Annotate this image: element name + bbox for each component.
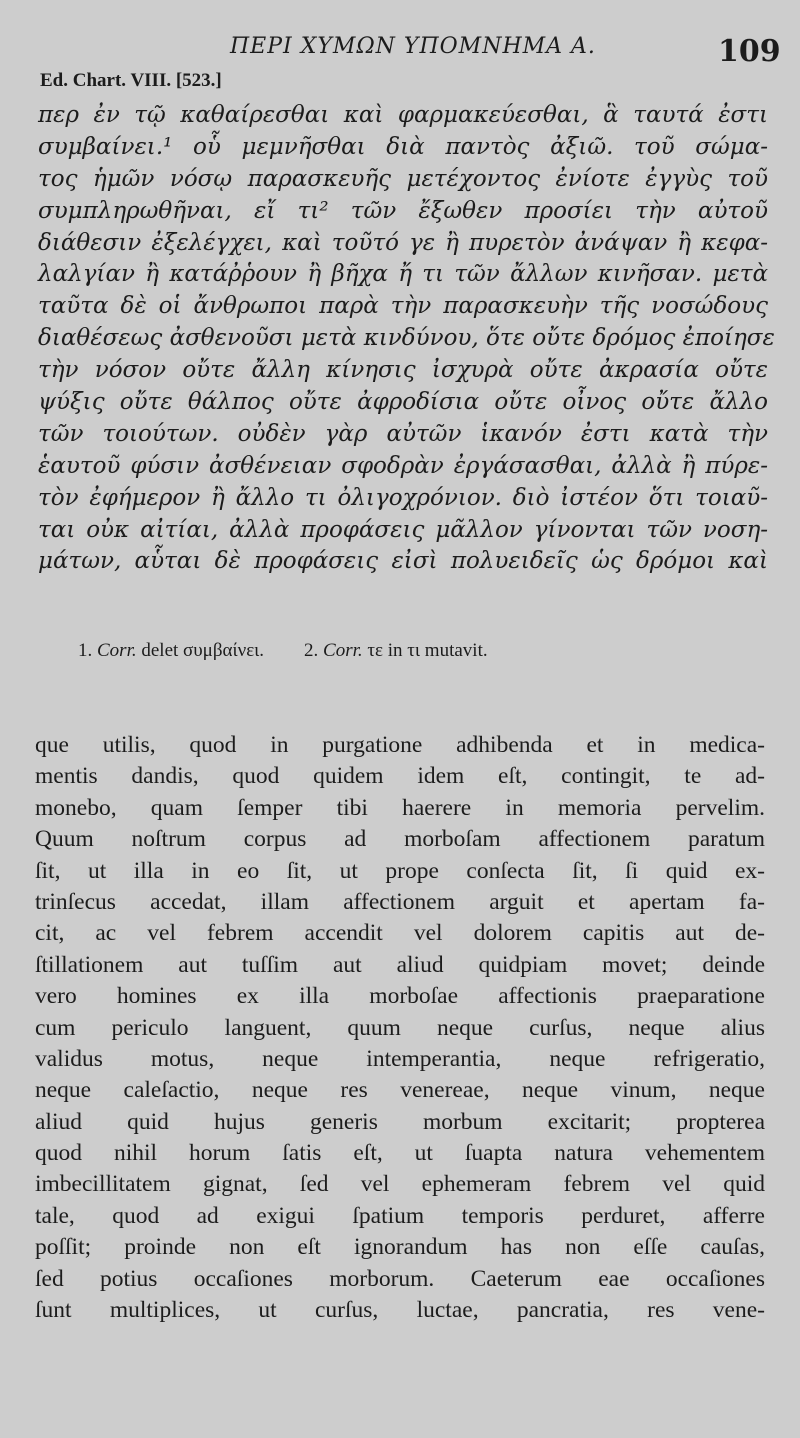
greek-text-line: μάτων, αὗται δὲ προφάσεις εἰσὶ πολυειδεῖς ὡς δρόμοι καὶ (38, 548, 768, 575)
latin-text-line: imbecillitatem gignat, ſed vel ephemeram febrem vel quid (35, 1171, 765, 1198)
greek-text-line: ταῦτα δὲ οἱ ἄνθρωποι παρὰ τὴν παρασκευὴν τῆς νοσώδους (38, 293, 768, 320)
footnote-number: 2. (304, 640, 319, 661)
latin-text-line: vero homines ex illa morboſae affectionis praeparatione (35, 983, 765, 1010)
greek-text-line: διάθεσιν ἐξελέγχει, καὶ τοῦτό γε ἢ πυρετὸν ἀνάψαν ἢ κεφα- (38, 229, 768, 256)
page-number: 109 (718, 34, 781, 69)
greek-text-line: λαλγίαν ἢ κατάῤῥουν ἢ βῆχα ἤ τι τῶν ἄλλων κινῆσαν. μετὰ (38, 261, 768, 288)
latin-text-line: monebo, quam ſemper tibi haerere in memoria pervelim. (35, 794, 765, 821)
latin-text-line: cum periculo languent, quum neque curſus, neque alius (35, 1014, 765, 1041)
latin-text-line: tale, quod ad exigui ſpatium temporis perduret, afferre (35, 1202, 765, 1229)
greek-text-line: διαθέσεως ἀσθενοῦσι μετὰ κινδύνου, ὅτε οὔτε δρόμος ἐποίησε (38, 325, 775, 352)
footnote-text: τε in τι mutavit. (367, 640, 488, 661)
greek-text-line: ἑαυτοῦ φύσιν ἀσθένειαν σφοδρὰν ἐργάσασθαι, ἀλλὰ ἢ πύρε- (38, 452, 768, 479)
greek-text-line: τὸν ἐφήμερον ἢ ἄλλο τι ὀλιγοχρόνιον. διὸ ἰστέον ὅτι τοιαῦ- (38, 484, 768, 511)
latin-text-line: validus motus, neque intemperantia, neque refrigeratio, (35, 1045, 765, 1072)
latin-text-line: trinſecus accedat, illam affectionem arguit et apertam fa- (35, 888, 765, 915)
latin-text-line: ſed potius occaſiones morborum. Caeterum eae occaſiones (35, 1265, 765, 1292)
footnote-abbreviation: Corr. (323, 640, 363, 661)
latin-text-line: ſunt multiplices, ut curſus, luctae, pancratia, res vene- (35, 1297, 765, 1324)
greek-text-line: συμπληρωθῆναι, εἴ τι² τῶν ἔξωθεν προσίει τὴν αὐτοῦ (38, 197, 768, 224)
latin-text-line: neque caleſactio, neque res venereae, neque vinum, neque (35, 1077, 765, 1104)
running-head (0, 26, 800, 76)
edition-reference: Ed. Chart. VIII. [523.] (40, 70, 222, 91)
greek-text-block (38, 100, 775, 578)
latin-text-line: que utilis, quod in purgatione adhibenda et in medica- (35, 732, 765, 758)
footnote-text: delet συμβαίνει. (141, 640, 265, 661)
latin-text-line: aliud quid hujus generis morbum excitarit; propterea (35, 1108, 765, 1135)
latin-text-block (35, 730, 765, 1326)
footnote-abbreviation: Corr. (97, 640, 137, 661)
footnote-number: 1. (78, 640, 93, 661)
greek-text-line: συμβαίνει.¹ οὗ μεμνῆσθαι διὰ παντὸς ἀξιῶ. τοῦ σώμα- (38, 133, 768, 160)
greek-text-line: ται οὐκ αἰτίαι, ἀλλὰ προφάσεις μᾶλλον γίνονται τῶν νοση- (38, 516, 768, 543)
latin-text-line: Quum noſtrum corpus ad morboſam affectionem paratum (35, 826, 765, 853)
latin-text-line: mentis dandis, quod quidem idem eſt, contingit, te ad- (35, 763, 765, 790)
greek-text-line: τὴν νόσον οὔτε ἄλλη κίνησις ἰσχυρὰ οὔτε ἀκρασία οὔτε (38, 357, 768, 384)
running-title: ΠΕΡΙ ΧΥΜΩΝ ΥΠΟΜΝΗΜΑ Α. (230, 34, 596, 59)
latin-text-line: ſtillationem aut tuſſim aut aliud quidpiam movet; deinde (35, 951, 765, 978)
latin-text-line: poſſit; proinde non eſt ignorandum has non eſſe cauſas, (35, 1234, 765, 1261)
latin-text-line: quod nihil horum ſatis eſt, ut ſuapta natura vehementem (35, 1140, 765, 1167)
footnote-item (78, 640, 264, 662)
greek-text-line: τῶν τοιούτων. οὐδὲν γὰρ αὐτῶν ἱκανόν ἐστι κατὰ τὴν (38, 420, 768, 447)
greek-text-line: τος ἡμῶν νόσῳ παρασκευῆς μετέχοντος ἐνίοτε ἐγγὺς τοῦ (38, 165, 768, 192)
footnote-item (304, 640, 488, 662)
latin-text-line: cit, ac vel febrem accendit vel dolorem capitis aut de- (35, 920, 765, 947)
greek-text-line: περ ἐν τῷ καθαίρεσθαι καὶ φαρμακεύεσθαι, ἃ ταυτά ἐστι (38, 102, 768, 128)
greek-text-line: ψύξις οὔτε θάλπος οὔτε ἀφροδίσια οὔτε οἶνος οὔτε ἄλλο (38, 389, 768, 416)
latin-text-line: ſit, ut illa in eo ſit, ut prope conſecta ſit, ſi quid ex- (35, 857, 765, 884)
footnotes (78, 640, 718, 662)
